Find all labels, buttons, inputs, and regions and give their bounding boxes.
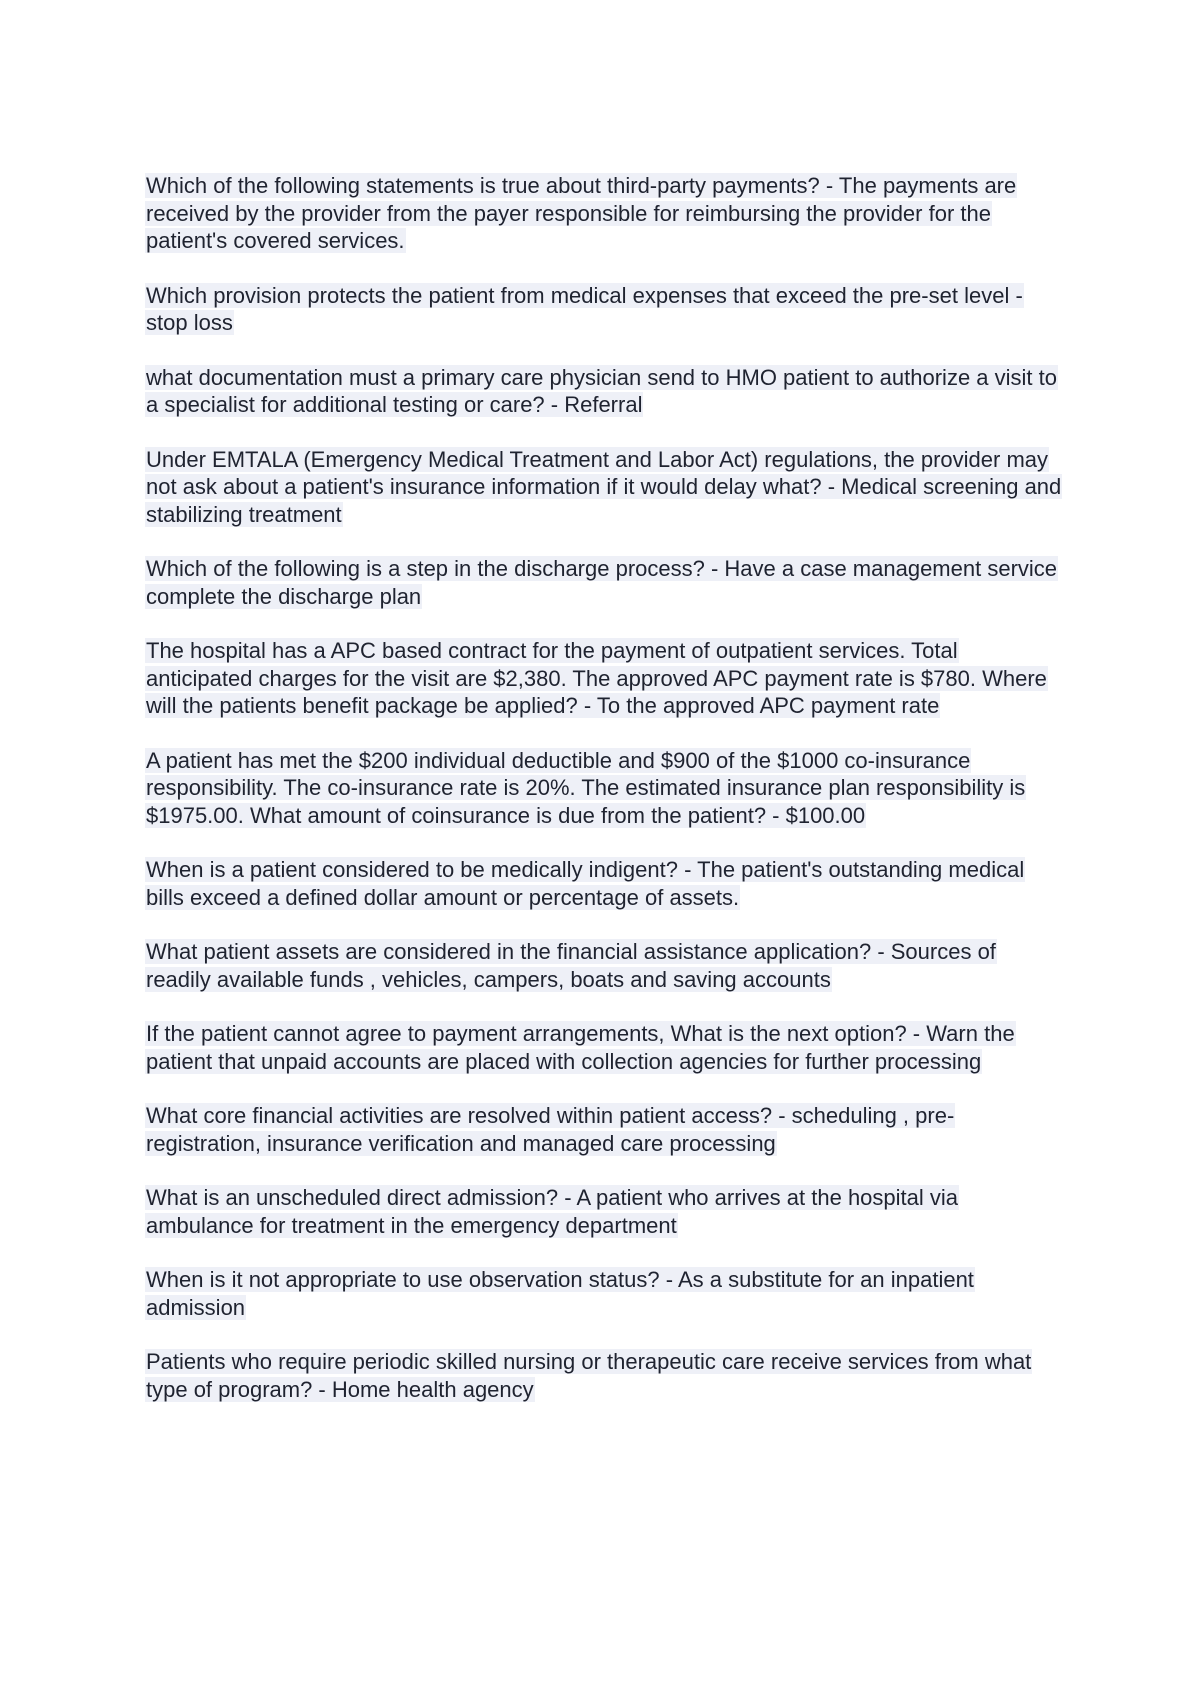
qa-item: [145, 1348, 1065, 1403]
qa-item: [145, 282, 1065, 337]
qa-text: When is it not appropriate to use observation status? - As a substitute for an inpatient admission: [146, 1267, 974, 1320]
qa-text: When is a patient considered to be medically indigent? - The patient's outstanding medical bills exceed a defined dollar amount or percentage of assets.: [146, 857, 1025, 910]
qa-item: [145, 1020, 1065, 1075]
qa-item: [145, 938, 1065, 993]
qa-item: [145, 1266, 1065, 1321]
qa-item: [145, 172, 1065, 255]
qa-item: [145, 446, 1065, 529]
qa-item: [145, 555, 1065, 610]
qa-text: Which of the following is a step in the discharge process? - Have a case management service complete the discharge plan: [146, 556, 1058, 609]
qa-text: what documentation must a primary care physician send to HMO patient to authorize a visit to a specialist for additional testing or care? - Referral: [146, 364, 1057, 417]
qa-item: [145, 856, 1065, 911]
qa-text: A patient has met the $200 individual deductible and $900 of the $1000 co-insurance responsibility. The co-insurance rate is 20%. The estimated insurance plan responsibility is $1975.00. What amount of coinsurance is due from the patient? - $100.00: [146, 747, 1026, 828]
qa-text: Patients who require periodic skilled nursing or therapeutic care receive services from what type of program? - Home health agency: [146, 1349, 1032, 1402]
qa-item: [145, 1102, 1065, 1157]
qa-item: [145, 747, 1065, 830]
qa-text: The hospital has a APC based contract for the payment of outpatient services. Total anticipated charges for the visit are $2,380. The approved APC payment rate is $780. Where will the patients benefit package be applied? - To the approved APC payment rate: [146, 638, 1047, 718]
qa-text: What is an unscheduled direct admission? - A patient who arrives at the hospital via ambulance for treatment in the emergency department: [146, 1185, 959, 1238]
qa-text: If the patient cannot agree to payment arrangements, What is the next option? - Warn the patient that unpaid accounts are placed with collection agencies for further processing: [146, 1021, 1015, 1074]
qa-text: Which provision protects the patient from medical expenses that exceed the pre-set level - stop loss: [146, 282, 1023, 335]
qa-item: [145, 1184, 1065, 1239]
qa-item: [145, 364, 1065, 419]
qa-text: Which of the following statements is true about third-party payments? - The payments are received by the provider from the payer responsible for reimbursing the provider for the patient's covered services.: [146, 173, 1017, 253]
qa-text: Under EMTALA (Emergency Medical Treatment and Labor Act) regulations, the provider may not ask about a patient's insurance information if it would delay what? - Medical screening and stabilizing treatment: [146, 446, 1062, 527]
qa-list: [145, 172, 1065, 1430]
qa-item: [145, 637, 1065, 720]
qa-text: What patient assets are considered in the financial assistance application? - Sources of readily available funds , vehicles, campers, boats and saving accounts: [146, 939, 996, 992]
qa-text: What core financial activities are resolved within patient access? - scheduling , pre-registration, insurance verification and managed care processing: [146, 1103, 955, 1156]
